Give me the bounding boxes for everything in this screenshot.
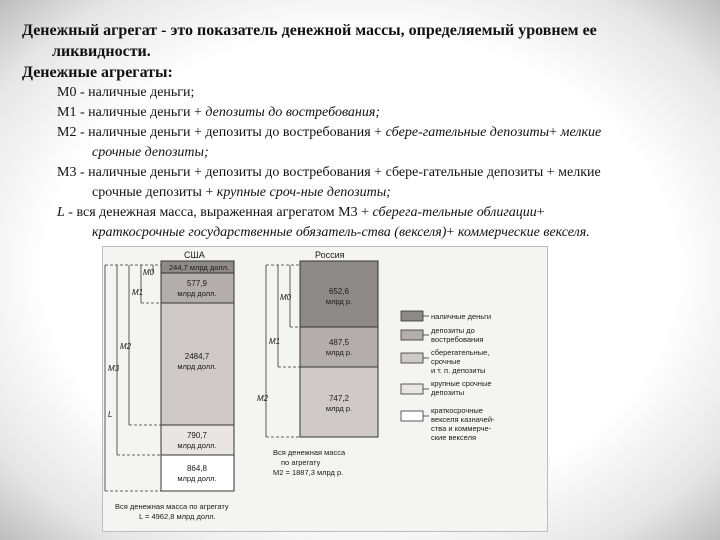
- russia-total-line-2: по агрегату: [281, 458, 321, 467]
- legend-label-bills-1: краткосрочные: [431, 406, 483, 415]
- usa-total-line-2: L = 4962,8 млрд долл.: [139, 512, 216, 521]
- usa-total-line-1: Вся денежная масса по агрегату: [115, 502, 229, 511]
- usa-title: США: [184, 250, 205, 260]
- definitions-text: [22, 20, 702, 243]
- heading-line-2: ликвидности.: [52, 43, 151, 60]
- l-wrap-italic-2: коммерческие векселя.: [457, 225, 590, 240]
- russia-brackets: [266, 265, 300, 437]
- russia-m0-unit: млрд р.: [325, 297, 353, 306]
- legend: [401, 311, 495, 442]
- money-aggregates-figure: [103, 247, 547, 531]
- legend-label-savings-3: и т. п. депозиты: [431, 366, 486, 375]
- usa-m3-block: [161, 425, 234, 455]
- legend-label-demand-1: депозиты до: [431, 326, 475, 335]
- m1-text: М1 - наличные деньги +: [57, 105, 206, 120]
- l-wrap-plus: +: [446, 225, 458, 240]
- usa-m3-value: 790,7: [186, 431, 208, 440]
- usa-m2-value: 2484,7: [184, 352, 210, 361]
- l-italic-text: сберега-тельные облигации: [372, 205, 537, 220]
- l-wrap: [57, 223, 702, 243]
- legend-label-savings-2: срочные: [431, 357, 461, 366]
- definition-heading: [22, 20, 702, 62]
- usa-l-label: L: [108, 410, 113, 419]
- russia-m1-value: 487,5: [328, 338, 350, 347]
- usa-m1-label: M1: [132, 288, 144, 297]
- legend-swatch-cash: [401, 311, 423, 321]
- russia-m2-unit: млрд р.: [325, 404, 353, 413]
- usa-brackets: [105, 265, 161, 491]
- usa-m1-value: 577,9: [186, 279, 208, 288]
- usa-m3-unit: млрд долл.: [177, 441, 217, 450]
- heading-line-1: Денежный агрегат - это показатель денежной массы, определяемый уровнем ее: [22, 22, 597, 39]
- m3-italic-text: крупные сроч-ные депозиты;: [216, 185, 391, 200]
- usa-m0-label: M0: [143, 268, 155, 277]
- m3-wrap-text: срочные депозиты +: [92, 185, 217, 200]
- usa-m1-unit: млрд долл.: [177, 289, 217, 298]
- usa-l-unit: млрд долл.: [177, 474, 217, 483]
- aggregates-subheading: Денежные агрегаты:: [22, 64, 173, 81]
- legend-swatch-bills: [401, 411, 423, 421]
- usa-m1-block: [161, 273, 234, 303]
- m3-text: М3 - наличные деньги + депозиты до востребования + сбере-гательные депозиты + мелкие: [57, 165, 601, 180]
- legend-label-large-1: крупные срочные: [431, 379, 492, 388]
- legend-swatch-demand-deposits: [401, 330, 423, 340]
- m0-definition: [22, 83, 702, 103]
- m0-text: М0 - наличные деньги;: [57, 85, 195, 100]
- usa-l-block: [161, 455, 234, 491]
- legend-label-savings-1: сберегательные,: [431, 348, 490, 357]
- m2-italic-text-2: мелкие: [560, 125, 602, 140]
- l-definition: [22, 203, 702, 243]
- russia-m1-label: M1: [269, 337, 281, 346]
- legend-label-large-2: депозиты: [431, 388, 465, 397]
- legend-label-bills-2: векселя казначей-: [431, 415, 495, 424]
- m1-italic-text: депозиты до востребования;: [205, 105, 381, 120]
- m3-definition: [22, 163, 702, 203]
- legend-label-demand-2: востребования: [431, 335, 484, 344]
- usa-m2-unit: млрд долл.: [177, 362, 217, 371]
- legend-label-bills-4: ские векселя: [431, 433, 477, 442]
- russia-total-line-1: Вся денежная масса: [273, 448, 346, 457]
- m2-text: М2 - наличные деньги + депозиты до востребования +: [57, 125, 386, 140]
- russia-m0-value: 652,6: [328, 287, 350, 296]
- russia-title: Россия: [315, 250, 345, 260]
- usa-m3-label: M3: [108, 364, 120, 373]
- legend-label-cash: наличные деньги: [431, 312, 492, 321]
- aggregates-diagram: [103, 247, 547, 531]
- l-wrap-italic-1: краткосрочные государственные обязатель-ства (векселя): [92, 225, 447, 240]
- usa-l-value: 864,8: [186, 464, 208, 473]
- legend-label-bills-3: ства и коммерче-: [431, 424, 492, 433]
- russia-m2-value: 747,2: [328, 394, 350, 403]
- m2-definition: [22, 123, 702, 163]
- russia-m0-label: M0: [280, 293, 292, 302]
- russia-total-line-3: M2 = 1887,3 млрд р.: [273, 468, 344, 477]
- l-label: L: [57, 205, 65, 220]
- russia-m1-unit: млрд р.: [325, 348, 353, 357]
- legend-swatch-savings: [401, 353, 423, 363]
- russia-m2-label: M2: [257, 394, 269, 403]
- m2-italic-text-1: сбере-гательные депозиты: [385, 125, 550, 140]
- m1-definition: [22, 103, 702, 123]
- m2-wrap-text: срочные депозиты;: [92, 145, 209, 160]
- legend-swatch-large-deposits: [401, 384, 423, 394]
- usa-m0-value: 244,7 млрд долл.: [169, 263, 230, 272]
- m3-wrap: [57, 183, 702, 203]
- l-text: - вся денежная масса, выраженная агрегатом М3 +: [64, 205, 373, 220]
- l-plus: +: [536, 205, 545, 220]
- m2-plus: +: [549, 125, 561, 140]
- usa-m2-label: M2: [120, 342, 132, 351]
- russia-m1-block: [300, 327, 378, 367]
